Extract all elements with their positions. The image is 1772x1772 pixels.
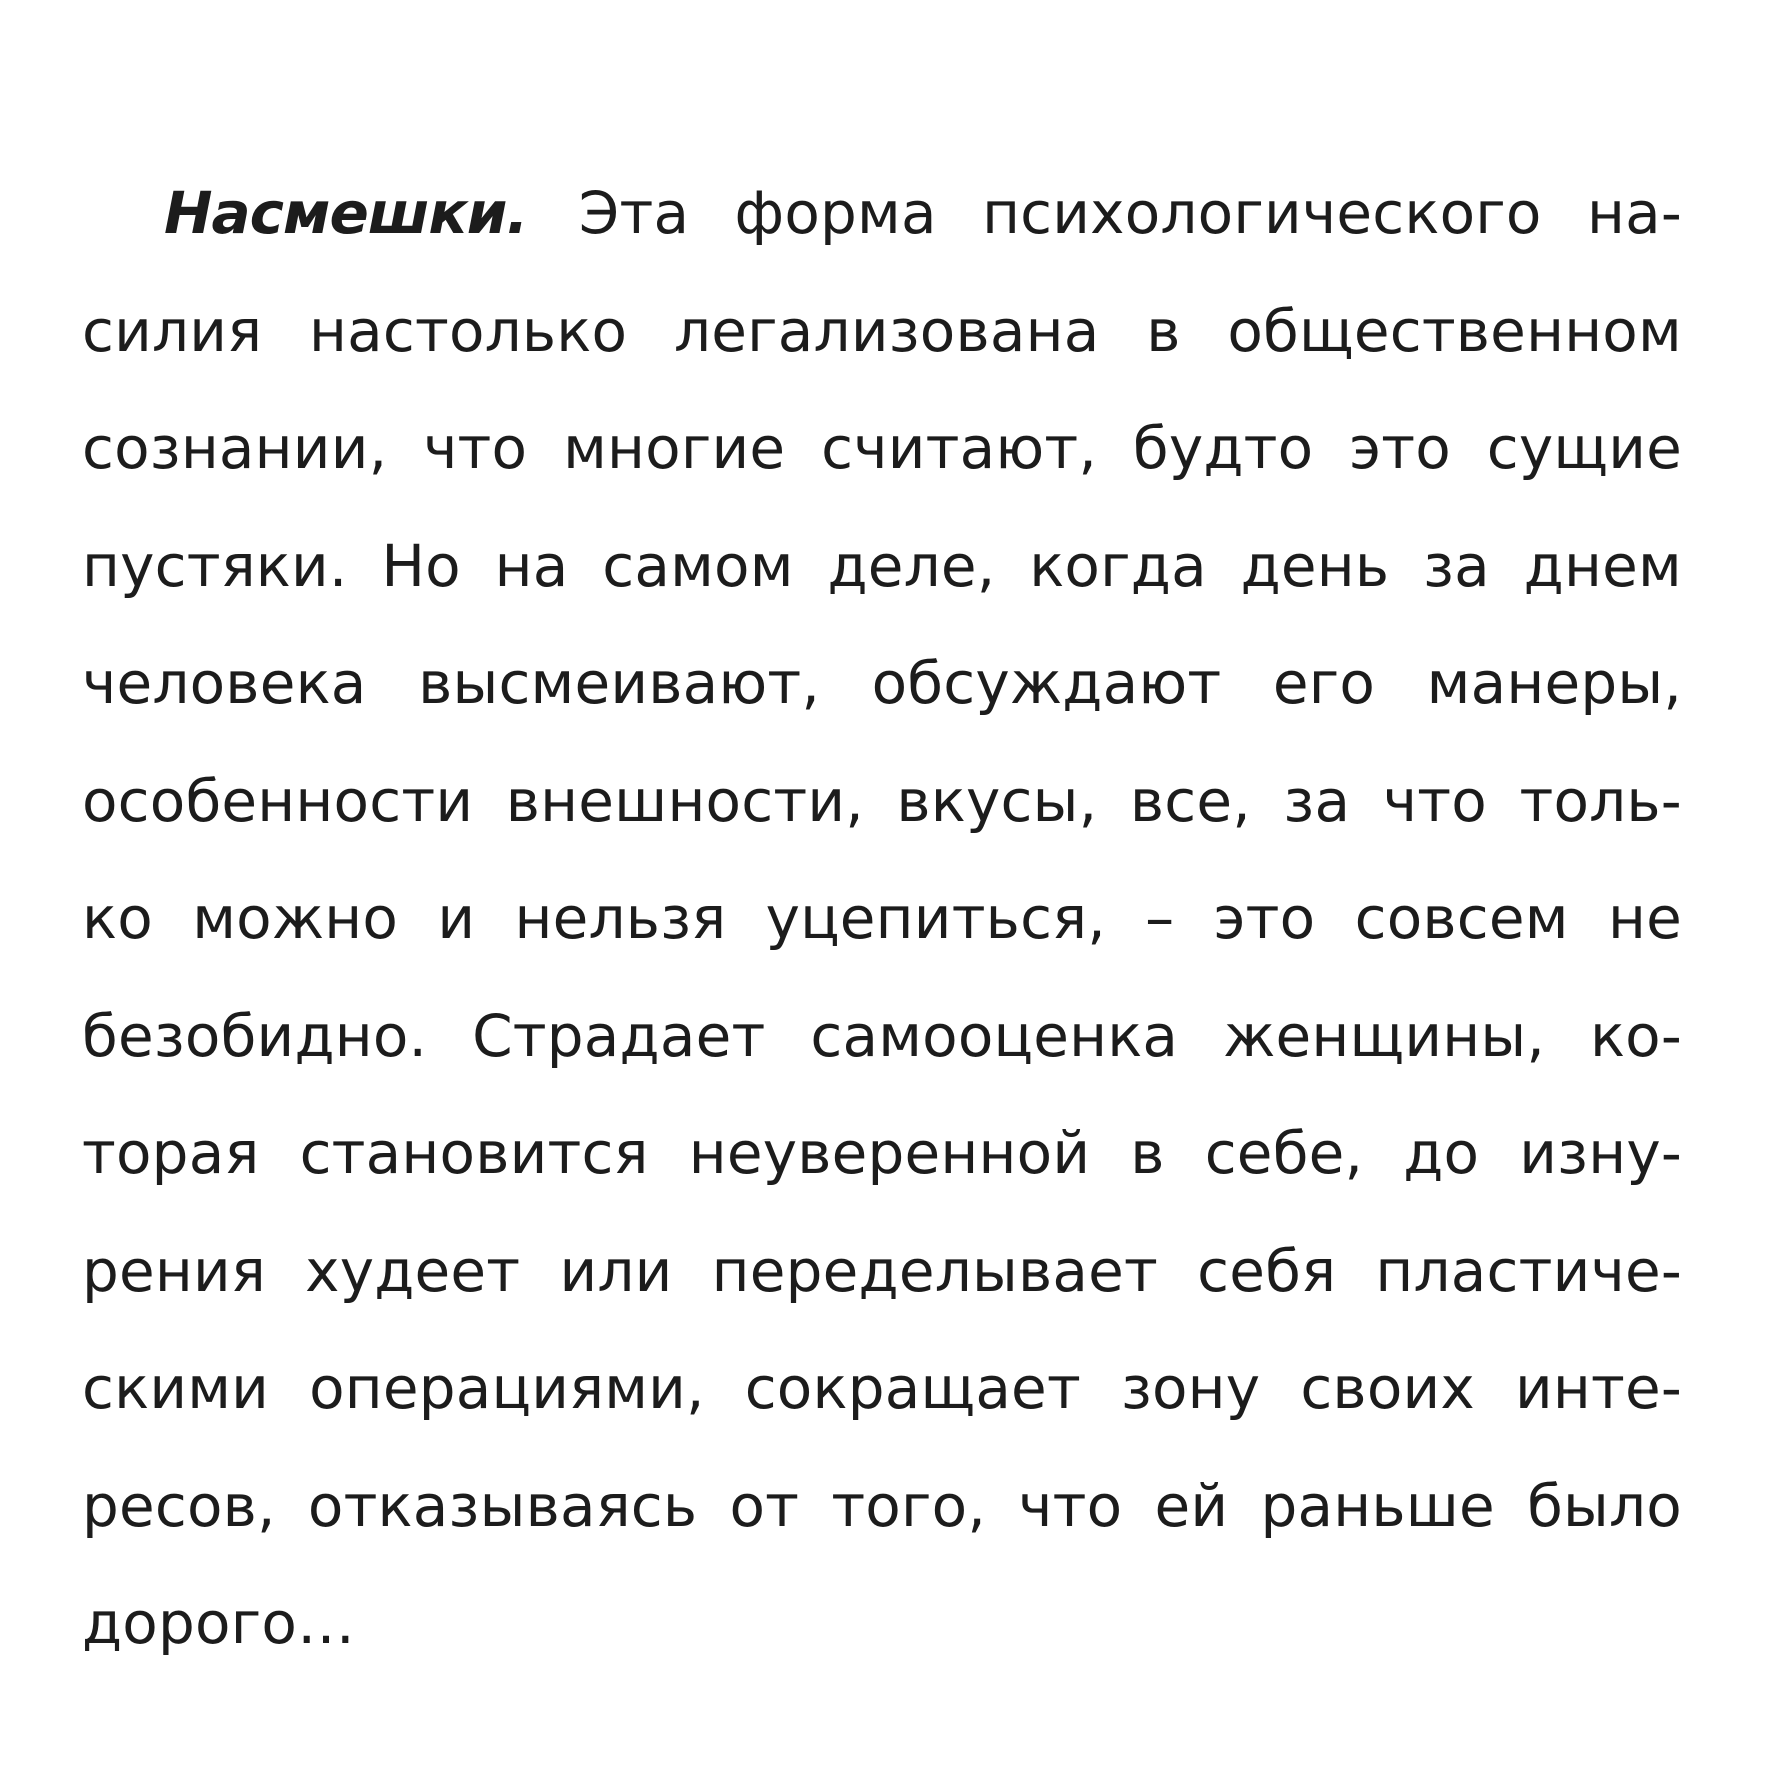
paragraph (82, 155, 1682, 1683)
word: за (1283, 766, 1351, 835)
word: Страдает (472, 1001, 766, 1070)
word: худеет (305, 1236, 521, 1305)
text-line (82, 860, 1682, 978)
word: отказываясь (307, 1471, 698, 1540)
text-line (82, 1095, 1682, 1213)
word: ко (82, 884, 153, 952)
word: днем (1523, 531, 1682, 600)
word: его (1272, 649, 1376, 717)
word: общественном (1227, 296, 1682, 365)
word: торая (82, 1119, 260, 1187)
word: форма (734, 179, 937, 247)
text-line (82, 743, 1682, 861)
word: деле, (827, 531, 996, 600)
word: в (1146, 296, 1181, 365)
word: манеры, (1426, 649, 1682, 717)
text-line (82, 155, 1682, 273)
word: и (437, 884, 476, 952)
word: в (1130, 1119, 1165, 1187)
word: день (1240, 531, 1390, 600)
word: на- (1586, 179, 1682, 247)
word: за (1423, 531, 1490, 600)
word: сущие (1486, 414, 1682, 482)
lead-term: Насмешки. (164, 179, 528, 247)
word: – (1145, 884, 1175, 952)
word: от (729, 1471, 800, 1540)
text-line (82, 508, 1682, 626)
word: себе, (1204, 1119, 1364, 1187)
text-line (82, 390, 1682, 508)
word: это (1349, 414, 1451, 482)
word: ко- (1589, 1001, 1682, 1070)
word: многие (563, 414, 786, 482)
word: Эта (578, 179, 690, 247)
word: до (1403, 1119, 1480, 1187)
word: пластиче- (1375, 1236, 1682, 1305)
word: силия (82, 296, 263, 365)
word: нельзя (514, 884, 727, 952)
word: инте- (1514, 1354, 1682, 1422)
text-line (82, 1213, 1682, 1331)
word: это (1213, 884, 1316, 952)
word: что (1018, 1471, 1123, 1540)
word: или (559, 1236, 673, 1305)
word: переделывает (711, 1236, 1159, 1305)
word: не (1607, 884, 1682, 952)
text-line (82, 978, 1682, 1096)
word: психологического (982, 179, 1542, 247)
word: особенности (82, 766, 474, 835)
word: неуверенной (688, 1119, 1091, 1187)
word: самооценка (810, 1001, 1179, 1070)
text-line (82, 273, 1682, 391)
word: настолько (309, 296, 628, 365)
word: легализована (673, 296, 1100, 365)
word: внешности, (505, 766, 864, 835)
word: все, (1129, 766, 1251, 835)
text-line (82, 625, 1682, 743)
word: что (1382, 766, 1487, 835)
word: считают, (821, 414, 1097, 482)
word: дорого… (82, 1589, 356, 1657)
word: рения (82, 1236, 267, 1305)
word: толь- (1519, 766, 1682, 835)
text-line (82, 1448, 1682, 1566)
word: сознании, (82, 414, 388, 482)
word: что (423, 414, 528, 482)
word: на (494, 531, 569, 600)
word: раньше (1260, 1471, 1495, 1540)
word: обсуждают (871, 649, 1222, 717)
word: ресов, (82, 1471, 276, 1540)
word: себя (1197, 1236, 1337, 1305)
word: становится (299, 1119, 649, 1187)
word: своих (1300, 1354, 1475, 1422)
word: совсем (1354, 884, 1569, 952)
text-line (82, 1330, 1682, 1448)
word: сокращает (744, 1354, 1081, 1422)
word: того, (831, 1471, 986, 1540)
word: зону (1120, 1354, 1261, 1422)
word: будто (1132, 414, 1314, 482)
word: высмеивают, (418, 649, 821, 717)
word: вкусы, (896, 766, 1098, 835)
word: ей (1154, 1471, 1229, 1540)
word: самом (602, 531, 794, 600)
word: операциями, (309, 1354, 705, 1422)
word: уцепиться, (765, 884, 1106, 952)
word: человека (82, 649, 367, 717)
word: женщины, (1223, 1001, 1546, 1070)
word: скими (82, 1354, 270, 1422)
word: безобидно. (82, 1001, 428, 1070)
word: изну- (1519, 1119, 1682, 1187)
word: когда (1029, 531, 1207, 600)
word: Но (381, 531, 461, 600)
word: пустяки. (82, 531, 348, 600)
word: было (1527, 1471, 1682, 1540)
text-line (82, 1565, 1682, 1683)
word: можно (192, 884, 399, 952)
